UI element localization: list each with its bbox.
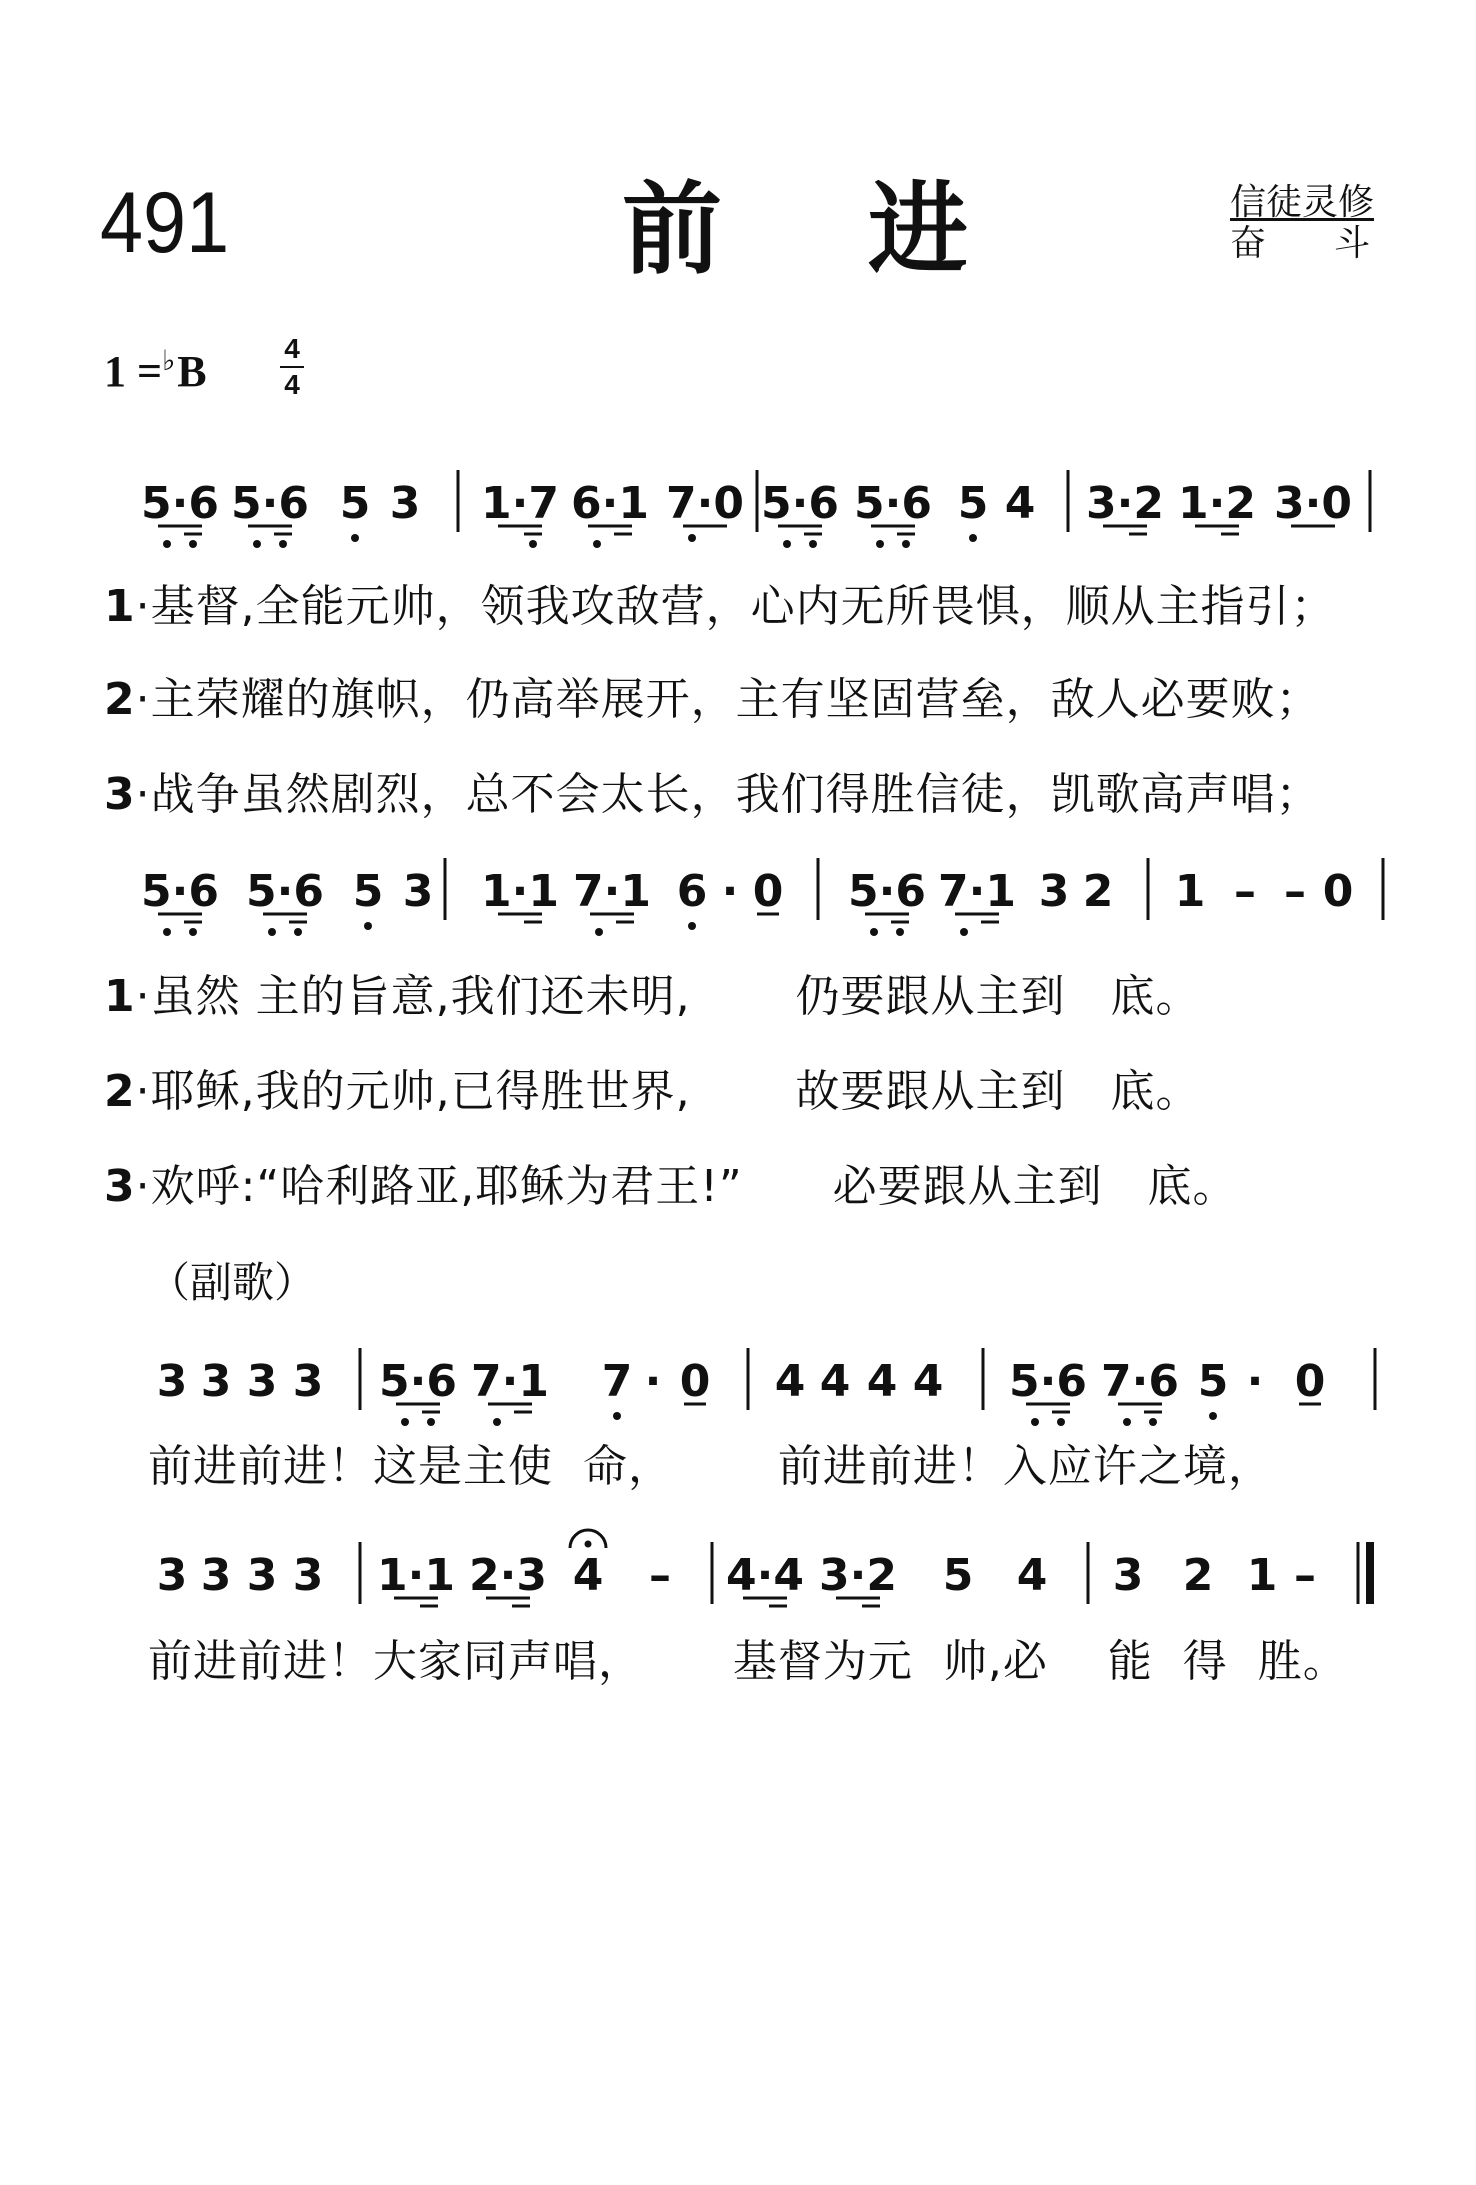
octave-dot xyxy=(870,928,878,936)
notes-row xyxy=(141,866,1353,917)
refrain-label: （副歌） xyxy=(148,1258,317,1307)
note: 5·6 xyxy=(761,478,839,529)
notes-row xyxy=(141,478,1352,529)
octave-dot xyxy=(896,928,904,936)
note: 3 xyxy=(200,1356,232,1407)
note: · xyxy=(721,866,739,917)
fermata xyxy=(570,1530,606,1548)
flat-symbol: ♭ xyxy=(162,346,176,377)
note: – xyxy=(649,1550,671,1601)
octave-dot xyxy=(595,928,603,936)
note: 3 xyxy=(389,478,421,529)
note: 4 xyxy=(866,1356,898,1407)
beam-underlines xyxy=(394,1598,880,1606)
verse-a-3: 3·战争虽然剧烈，总不会太长，我们得胜信徒，凯歌高声唱； xyxy=(104,769,1321,820)
note: · xyxy=(644,1356,662,1407)
verse-number: 1 xyxy=(104,581,136,632)
category-bottom-1: 奋 xyxy=(1230,223,1267,265)
verse-number: 2 xyxy=(104,674,136,725)
verse-a-2: 2·主荣耀的旗帜，仍高举展开，主有坚固营垒，敌人必要败； xyxy=(104,674,1321,725)
verse-text: 主荣耀的旗帜，仍高举展开，主有坚固营垒，敌人必要败； xyxy=(150,674,1321,725)
note: 4 xyxy=(774,1356,806,1407)
note: 1·1 xyxy=(481,866,559,917)
verse-number: 3 xyxy=(104,769,136,820)
note: 3 xyxy=(292,1356,324,1407)
fermata-dot xyxy=(585,1541,592,1548)
note: · xyxy=(1246,1356,1264,1407)
note: 4 xyxy=(1004,478,1036,529)
octave-dot xyxy=(401,1418,409,1426)
octave-dot xyxy=(1031,1418,1039,1426)
note: 5 xyxy=(352,866,384,917)
note: 4 xyxy=(572,1550,604,1601)
note: 6·1 xyxy=(571,478,649,529)
note: 0 xyxy=(1322,866,1354,917)
verse-b-1: 1·虽然 主的旨意,我们还未明, 仍要跟从主到 底。 xyxy=(104,971,1201,1022)
verse-text: 虽然 主的旨意,我们还未明, 仍要跟从主到 底。 xyxy=(150,971,1201,1022)
verse-text: 基督,全能元帅，领我攻敌营，心内无所畏惧，顺从主指引； xyxy=(150,581,1336,632)
verse-text: 战争虽然剧烈，总不会太长，我们得胜信徒，凯歌高声唱； xyxy=(150,769,1321,820)
octave-dot xyxy=(189,928,197,936)
notes-row xyxy=(157,1356,1326,1407)
note: 2·3 xyxy=(469,1550,547,1601)
octave-dot xyxy=(1057,1418,1065,1426)
verse-b-2: 2·耶稣,我的元帅,已得胜世界, 故要跟从主到 底。 xyxy=(104,1066,1201,1117)
note: 0 xyxy=(1294,1356,1326,1407)
octave-dot xyxy=(1209,1412,1217,1420)
notes-row xyxy=(157,1550,1316,1601)
octave-dot xyxy=(189,540,197,548)
octave-dot xyxy=(279,540,287,548)
note: 5 xyxy=(957,478,989,529)
music-system-4 xyxy=(0,1532,1476,1632)
note: 7·1 xyxy=(471,1356,549,1407)
octave-dot xyxy=(364,922,372,930)
note: 5 xyxy=(1197,1356,1229,1407)
octave-dot xyxy=(253,540,261,548)
note: 1·7 xyxy=(481,478,559,529)
octave-dot xyxy=(593,540,601,548)
note: 5 xyxy=(339,478,371,529)
title-char-1: 前 xyxy=(622,171,722,288)
note: 7·0 xyxy=(666,478,744,529)
octave-dot xyxy=(969,534,977,542)
note: 5·6 xyxy=(1009,1356,1087,1407)
note: 2 xyxy=(1082,866,1114,917)
octave-dot xyxy=(902,540,910,548)
octave-dot xyxy=(294,928,302,936)
note: 4·4 xyxy=(726,1550,804,1601)
note: 5·6 xyxy=(379,1356,457,1407)
octave-dot xyxy=(351,534,359,542)
note: – xyxy=(1284,866,1306,917)
note: 5·6 xyxy=(141,478,219,529)
note: – xyxy=(1294,1550,1316,1601)
octave-dots xyxy=(401,1412,1217,1426)
note: 3 xyxy=(246,1550,278,1601)
note: 7·1 xyxy=(573,866,651,917)
octave-dot xyxy=(688,922,696,930)
note: 1 xyxy=(1174,866,1206,917)
note: 3 xyxy=(1038,866,1070,917)
music-system-3 xyxy=(0,1338,1476,1438)
note: 1·2 xyxy=(1178,478,1256,529)
key-prefix: 1 = xyxy=(104,347,163,396)
verse-b-3: 3·欢呼:“哈利路亚,耶稣为君王!” 必要跟从主到 底。 xyxy=(104,1161,1238,1212)
verse-text: 欢呼:“哈利路亚,耶稣为君王!” 必要跟从主到 底。 xyxy=(150,1161,1238,1212)
octave-dot xyxy=(783,540,791,548)
category-bottom xyxy=(1230,223,1370,264)
octave-dot xyxy=(268,928,276,936)
note: 3 xyxy=(1112,1550,1144,1601)
category-label xyxy=(1230,182,1374,265)
octave-dot xyxy=(163,928,171,936)
note: 3·2 xyxy=(1086,478,1164,529)
octave-dot xyxy=(529,540,537,548)
note: 3 xyxy=(156,1550,188,1601)
note: 0 xyxy=(752,866,784,917)
hymn-number: 491 xyxy=(100,175,230,271)
octave-dot xyxy=(613,1412,621,1420)
note: 4 xyxy=(819,1356,851,1407)
note: 2 xyxy=(1182,1550,1214,1601)
refrain-lyric-1: 前进前进！这是主使 命， 前进前进！入应许之境， xyxy=(148,1441,1273,1492)
category-bottom-2: 斗 xyxy=(1333,223,1370,265)
octave-dot xyxy=(163,540,171,548)
note: 7·6 xyxy=(1101,1356,1179,1407)
note: 3 xyxy=(200,1550,232,1601)
time-signature xyxy=(280,335,304,399)
music-system-2 xyxy=(0,848,1476,948)
note: 5·6 xyxy=(848,866,926,917)
octave-dot xyxy=(809,540,817,548)
refrain-lyric-2: 前进前进！大家同声唱， 基督为元 帅,必 能 得 胜。 xyxy=(148,1636,1348,1687)
note: 3 xyxy=(402,866,434,917)
octave-dot xyxy=(960,928,968,936)
note: 4 xyxy=(1016,1550,1048,1601)
note: 5·6 xyxy=(854,478,932,529)
note: 3 xyxy=(246,1356,278,1407)
octave-dot xyxy=(876,540,884,548)
note: 3·0 xyxy=(1274,478,1352,529)
note: 3·2 xyxy=(819,1550,897,1601)
octave-dots xyxy=(163,922,968,936)
key-signature xyxy=(104,348,207,394)
note: 6 xyxy=(676,866,708,917)
octave-dot xyxy=(1149,1418,1157,1426)
title-char-2: 进 xyxy=(868,171,968,288)
verse-a-1: 1·基督,全能元帅，领我攻敌营，心内无所畏惧，顺从主指引； xyxy=(104,581,1336,632)
note: 5·6 xyxy=(246,866,324,917)
category-top: 信徒灵修 xyxy=(1230,182,1375,223)
note: 7·1 xyxy=(938,866,1016,917)
note: – xyxy=(1234,866,1256,917)
key-note: B xyxy=(177,347,207,396)
note: 3 xyxy=(156,1356,188,1407)
music-system-1 xyxy=(0,460,1476,560)
time-signature-bottom: 4 xyxy=(284,369,300,400)
note: 1 xyxy=(1246,1550,1278,1601)
time-signature-top: 4 xyxy=(280,335,304,368)
verse-text: 耶稣,我的元帅,已得胜世界, 故要跟从主到 底。 xyxy=(150,1066,1201,1117)
octave-dots xyxy=(163,534,977,548)
octave-dot xyxy=(493,1418,501,1426)
note: 0 xyxy=(679,1356,711,1407)
note: 5 xyxy=(942,1550,974,1601)
note: 4 xyxy=(912,1356,944,1407)
note: 7 xyxy=(601,1356,633,1407)
note: 3 xyxy=(292,1550,324,1601)
octave-dot xyxy=(688,534,696,542)
note: 1·1 xyxy=(377,1550,455,1601)
note: 5·6 xyxy=(231,478,309,529)
verse-number: 2 xyxy=(104,1066,136,1117)
verse-number: 3 xyxy=(104,1161,136,1212)
note: 5·6 xyxy=(141,866,219,917)
verse-number: 1 xyxy=(104,971,136,1022)
octave-dot xyxy=(1123,1418,1131,1426)
octave-dot xyxy=(427,1418,435,1426)
